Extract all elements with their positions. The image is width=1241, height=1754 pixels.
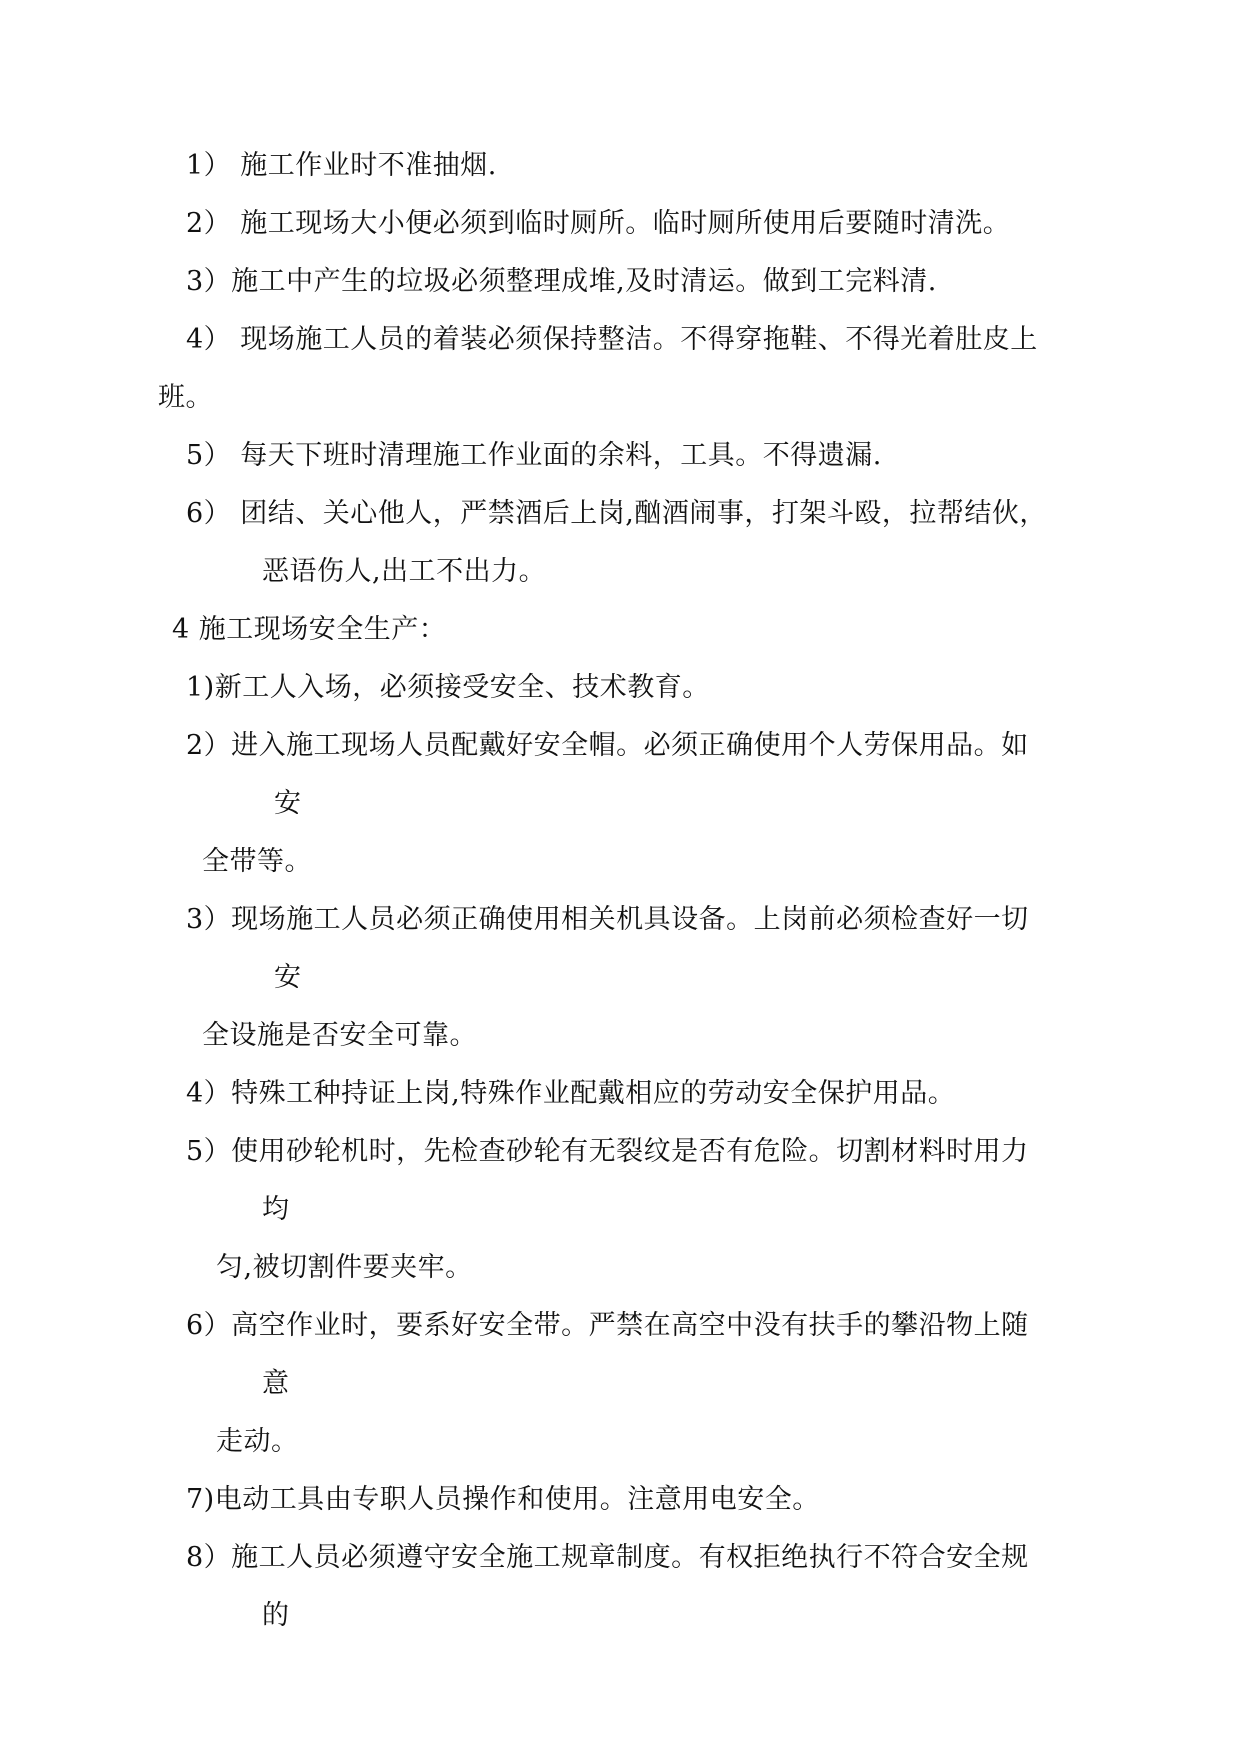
text-line: 2）进入施工现场人员配戴好安全帽。必须正确使用个人劳保用品。如	[186, 730, 1029, 761]
text-line: 2） 施工现场大小便必须到临时厕所。临时厕所使用后要随时清洗。	[186, 208, 1011, 239]
section-heading: 4 施工现场安全生产：	[172, 614, 447, 645]
text-line: 4） 现场施工人员的着装必须保持整洁。不得穿拖鞋、不得光着肚皮上	[186, 324, 1038, 355]
text-line: 3）现场施工人员必须正确使用相关机具设备。上岗前必须检查好一切	[186, 904, 1029, 935]
text-line: 全设施是否安全可靠。	[202, 1020, 477, 1051]
text-line: 全带等。	[202, 846, 312, 877]
text-line: 7)电动工具由专职人员操作和使用。注意用电安全。	[186, 1484, 820, 1515]
text-line: 安	[274, 788, 302, 819]
text-line: 安	[274, 962, 302, 993]
text-line: 恶语伤人,出工不出力。	[262, 556, 547, 587]
text-line: 6） 团结、关心他人，严禁酒后上岗,酗酒闹事，打架斗殴，拉帮结伙，	[186, 498, 1047, 529]
text-line: 5）使用砂轮机时，先检查砂轮有无裂纹是否有危险。切割材料时用力	[186, 1136, 1029, 1167]
text-line: 1） 施工作业时不准抽烟.	[186, 150, 497, 181]
text-line: 3）施工中产生的垃圾必须整理成堆,及时清运。做到工完料清.	[186, 266, 937, 297]
text-line: 班。	[158, 382, 213, 413]
text-line: 意	[262, 1368, 290, 1399]
text-line: 匀,被切割件要夹牢。	[216, 1252, 473, 1283]
text-line: 4）特殊工种持证上岗,特殊作业配戴相应的劳动安全保护用品。	[186, 1078, 956, 1109]
text-line: 6）高空作业时，要系好安全带。严禁在高空中没有扶手的攀沿物上随	[186, 1310, 1029, 1341]
text-line: 的	[262, 1600, 290, 1631]
text-line: 走动。	[216, 1426, 299, 1457]
text-line: 均	[262, 1194, 290, 1225]
text-line: 1)新工人入场，必须接受安全、技术教育。	[186, 672, 710, 703]
text-line: 5） 每天下班时清理施工作业面的余料，工具。不得遗漏.	[186, 440, 882, 471]
text-line: 8）施工人员必须遵守安全施工规章制度。有权拒绝执行不符合安全规	[186, 1542, 1029, 1573]
